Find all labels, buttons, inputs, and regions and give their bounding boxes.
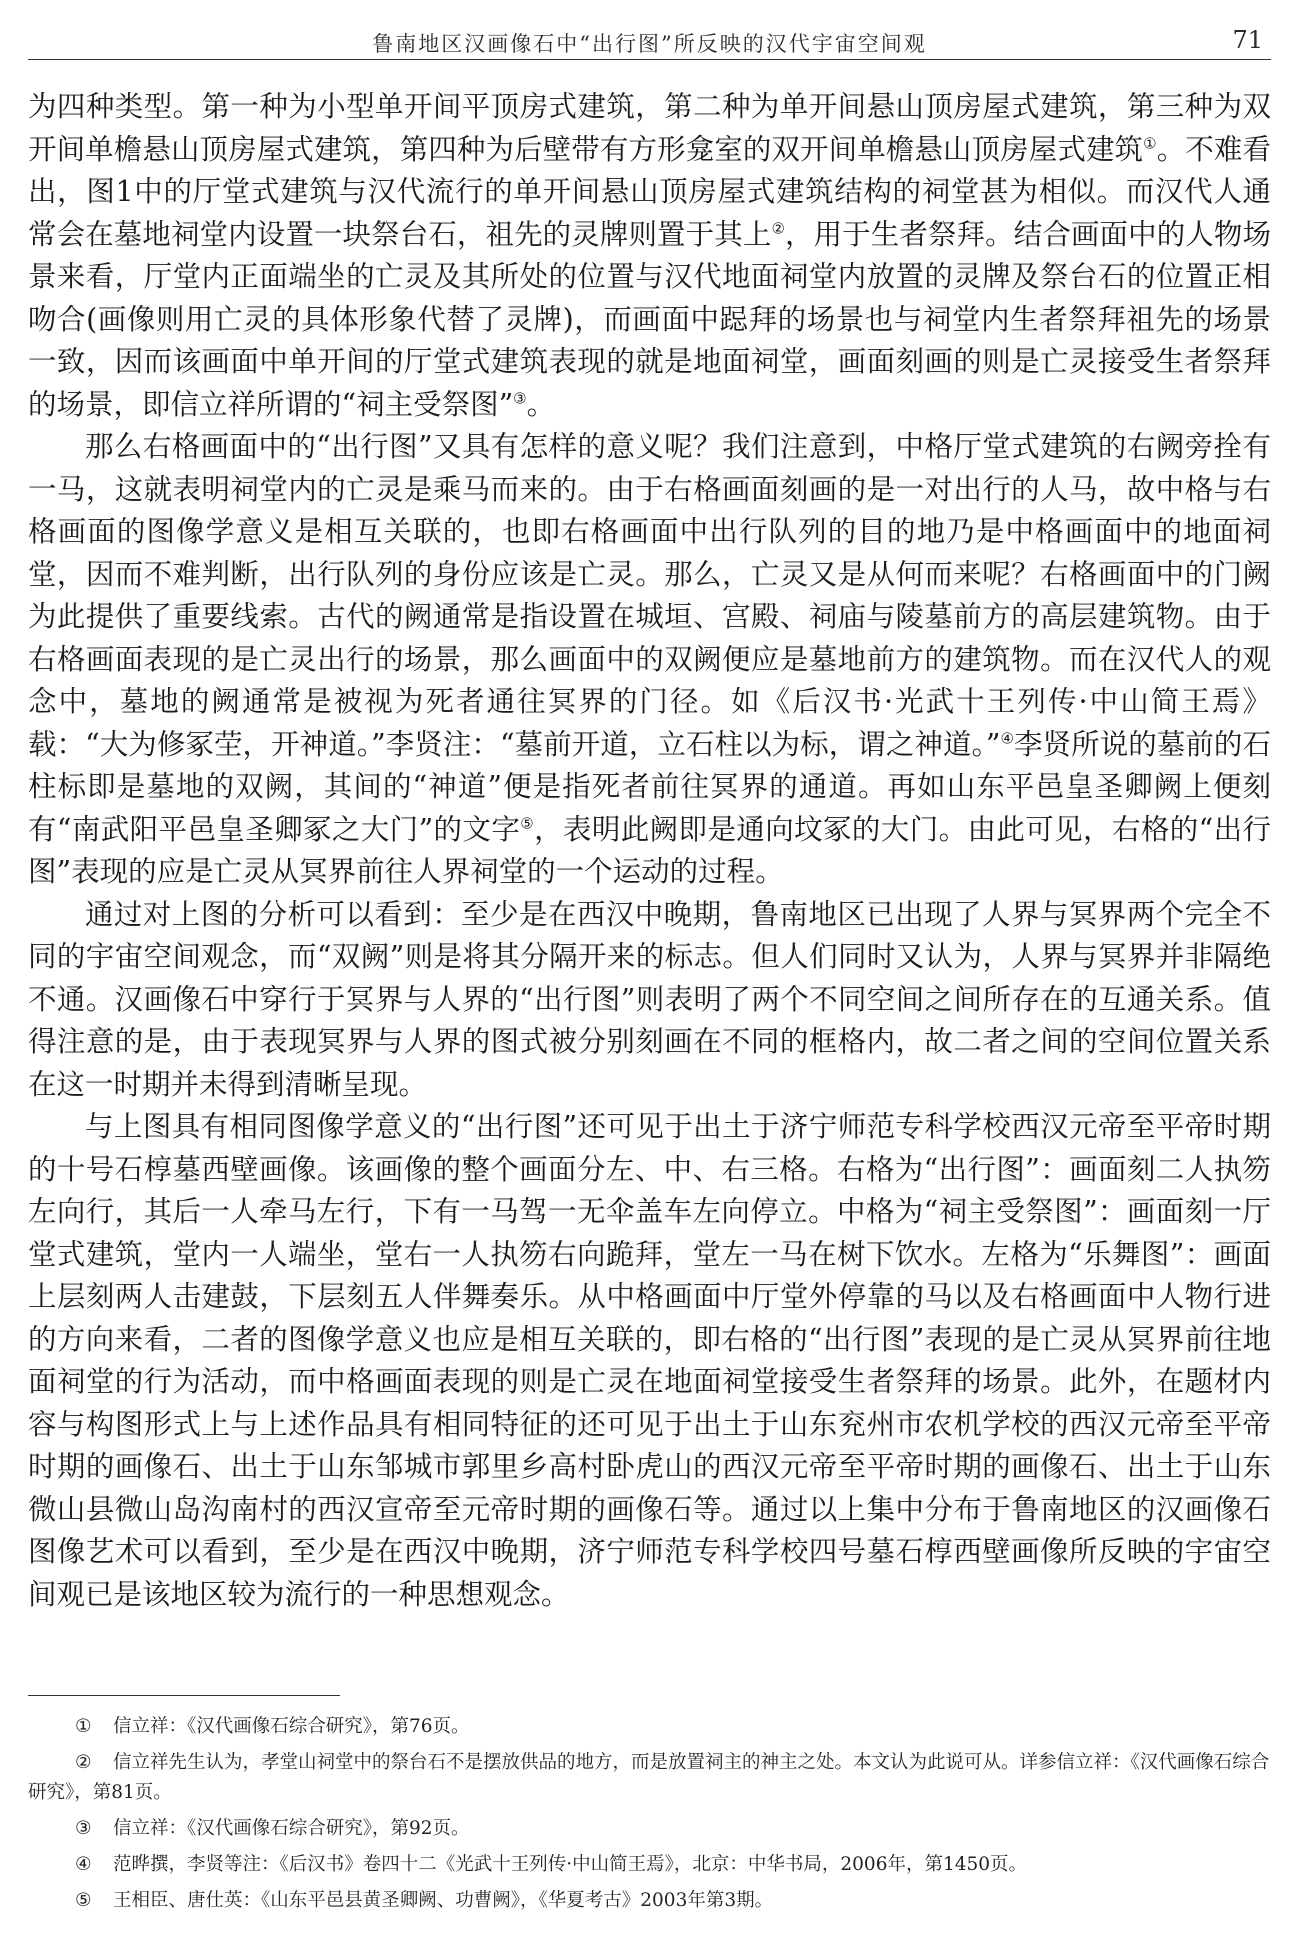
- footnote-ref[interactable]: ②: [771, 219, 785, 237]
- paragraph-text: 。不难看出，图1中的厅堂式建筑与汉代流行的单开间悬山顶房屋式建筑结构的祠堂甚为相似。而汉代人通常会在墓地祠堂内设置一块祭台石，祖先的灵牌则置于其上: [28, 132, 1271, 251]
- footnote-mark: ③: [75, 1818, 92, 1839]
- paragraph-text: 为四种类型。第一种为小型单开间平顶房式建筑，第二种为单开间悬山顶房屋式建筑，第三种为双开间单檐悬山顶房屋式建筑，第四种为后壁带有方形龛室的双开间单檐悬山顶房屋式建筑: [28, 90, 1271, 166]
- footnote-text: 信立祥：《汉代画像石综合研究》，第92页。: [113, 1818, 470, 1839]
- footnote-mark: ①: [75, 1716, 92, 1737]
- paragraph-text: ，用于生者祭拜。结合画面中的人物场景来看，厅堂内正面端坐的亡灵及其所处的位置与汉代地面祠堂内放置的灵牌及祭台石的位置正相吻合(画像则用亡灵的具体形象代替了灵牌)，而画面中跽拜的场景也与祠堂内生者祭拜祖先的场景一致，因而该画面中单开间的厅堂式建筑表现的就是地面祠堂，画面刻画的则是亡灵接受生者祭拜的场景，即信立祥所谓的“祠主受祭图”: [28, 217, 1271, 421]
- footnote-ref[interactable]: ③: [513, 389, 527, 407]
- footnote-text: 信立祥先生认为，孝堂山祠堂中的祭台石不是摆放供品的地方，而是放置祠主的神主之处。本文认为此说可从。详参信立祥：《汉代画像石综合研究》，第81页。: [28, 1752, 1270, 1803]
- body-paragraph: [28, 86, 1271, 426]
- footnote-mark: ②: [75, 1752, 92, 1773]
- paragraph-text: 。: [526, 387, 556, 421]
- footnote-item: [28, 1886, 1271, 1916]
- footnote-mark: ④: [75, 1854, 92, 1875]
- running-title: 鲁南地区汉画像石中“出行图”所反映的汉代宇宙空间观: [372, 32, 927, 56]
- body-paragraph: [28, 426, 1271, 894]
- footnote-item: [28, 1850, 1271, 1880]
- page-header: [28, 14, 1271, 60]
- footnote-ref[interactable]: ④: [1000, 729, 1015, 747]
- footnote-item: [28, 1712, 1271, 1742]
- paragraph-text: 那么右格画面中的“出行图”又具有怎样的意义呢？我们注意到，中格厅堂式建筑的右阙旁拴有一马，这就表明祠堂内的亡灵是乘马而来的。由于右格画面刻画的是一对出行的人马，故中格与右格画面的图像学意义是相互关联的，也即右格画面中出行队列的目的地乃是中格画面中的地面祠堂，因而不难判断，出行队列的身份应该是亡灵。那么，亡灵又是从何而来呢？右格画面中的门阙为此提供了重要线索。古代的阙通常是指设置在城垣、宫殿、祠庙与陵墓前方的高层建筑物。由于右格画面表现的是亡灵出行的场景，那么画面中的双阙便应是墓地前方的建筑物。而在汉代人的观念中，墓地的阙通常是被视为死者通往冥界的门径。如《后汉书·光武十王列传·中山简王焉》载：“大为修冢茔，开神道。”李贤注：“墓前开道，立石柱以为标，谓之神道。”: [28, 430, 1271, 761]
- body-paragraph: [28, 894, 1271, 1107]
- footnotes: [28, 1712, 1271, 1922]
- paragraph-text: 与上图具有相同图像学意义的“出行图”还可见于出土于济宁师范专科学校西汉元帝至平帝时期的十号石椁墓西壁画像。该画像的整个画面分左、中、右三格。右格为“出行图”：画面刻二人执笏左向行，其后一人牵马左行，下有一马驾一无伞盖车左向停立。中格为“祠主受祭图”：画面刻一厅堂式建筑，堂内一人端坐，堂右一人执笏右向跪拜，堂左一马在树下饮水。左格为“乐舞图”：画面上层刻两人击建鼓，下层刻五人伴舞奏乐。从中格画面中厅堂外停靠的马以及右格画面中人物行进的方向来看，二者的图像学意义也应是相互关联的，即右格的“出行图”表现的是亡灵从冥界前往地面祠堂的行为活动，而中格画面表现的则是亡灵在地面祠堂接受生者祭拜的场景。此外，在题材内容与构图形式上与上述作品具有相同特征的还可见于出土于山东兖州市农机学校的西汉元帝至平帝时期的画像石、出土于山东邹城市郭里乡高村卧虎山的西汉元帝至平帝时期的画像石、出土于山东微山县微山岛沟南村的西汉宣帝至元帝时期的画像石等。通过以上集中分布于鲁南地区的汉画像石图像艺术可以看到，至少是在西汉中晚期，济宁师范专科学校四号墓石椁西壁画像所反映的宇宙空间观已是该地区较为流行的一种思想观念。: [28, 1110, 1271, 1611]
- footnote-text: 王相臣、唐仕英：《山东平邑县黄圣卿阙、功曹阙》，《华夏考古》2003年第3期。: [113, 1890, 774, 1911]
- footnote-separator: [28, 1695, 340, 1696]
- footnote-ref[interactable]: ⑤: [520, 814, 535, 832]
- body-paragraph: [28, 1106, 1271, 1616]
- article-body: [28, 86, 1271, 1616]
- footnote-item: [28, 1814, 1271, 1844]
- footnote-text: 范晔撰，李贤等注：《后汉书》卷四十二《光武十王列传·中山简王焉》，北京：中华书局，2006年，第1450页。: [113, 1854, 1028, 1875]
- paragraph-text: ，表明此阙即是通向坟冢的大门。由此可见，右格的“出行图”表现的应是亡灵从冥界前往人界祠堂的一个运动的过程。: [28, 812, 1271, 888]
- paragraph-text: 李贤所说的墓前的石柱标即是墓地的双阙，其间的“神道”便是指死者前往冥界的通道。再如山东平邑皇圣卿阙上便刻有“南武阳平邑皇圣卿冢之大门”的文字: [28, 727, 1271, 846]
- footnote-ref[interactable]: ①: [1143, 134, 1157, 152]
- footnote-text: 信立祥：《汉代画像石综合研究》，第76页。: [113, 1716, 470, 1737]
- page-number: 71: [1232, 26, 1263, 54]
- footnote-mark: ⑤: [75, 1890, 92, 1911]
- header-rule: [28, 59, 1271, 60]
- paragraph-text: 通过对上图的分析可以看到：至少是在西汉中晚期，鲁南地区已出现了人界与冥界两个完全不同的宇宙空间观念，而“双阙”则是将其分隔开来的标志。但人们同时又认为，人界与冥界并非隔绝不通。汉画像石中穿行于冥界与人界的“出行图”则表明了两个不同空间之间所存在的互通关系。值得注意的是，由于表现冥界与人界的图式被分别刻画在不同的框格内，故二者之间的空间位置关系在这一时期并未得到清晰呈现。: [28, 897, 1271, 1101]
- footnote-item: [28, 1748, 1271, 1808]
